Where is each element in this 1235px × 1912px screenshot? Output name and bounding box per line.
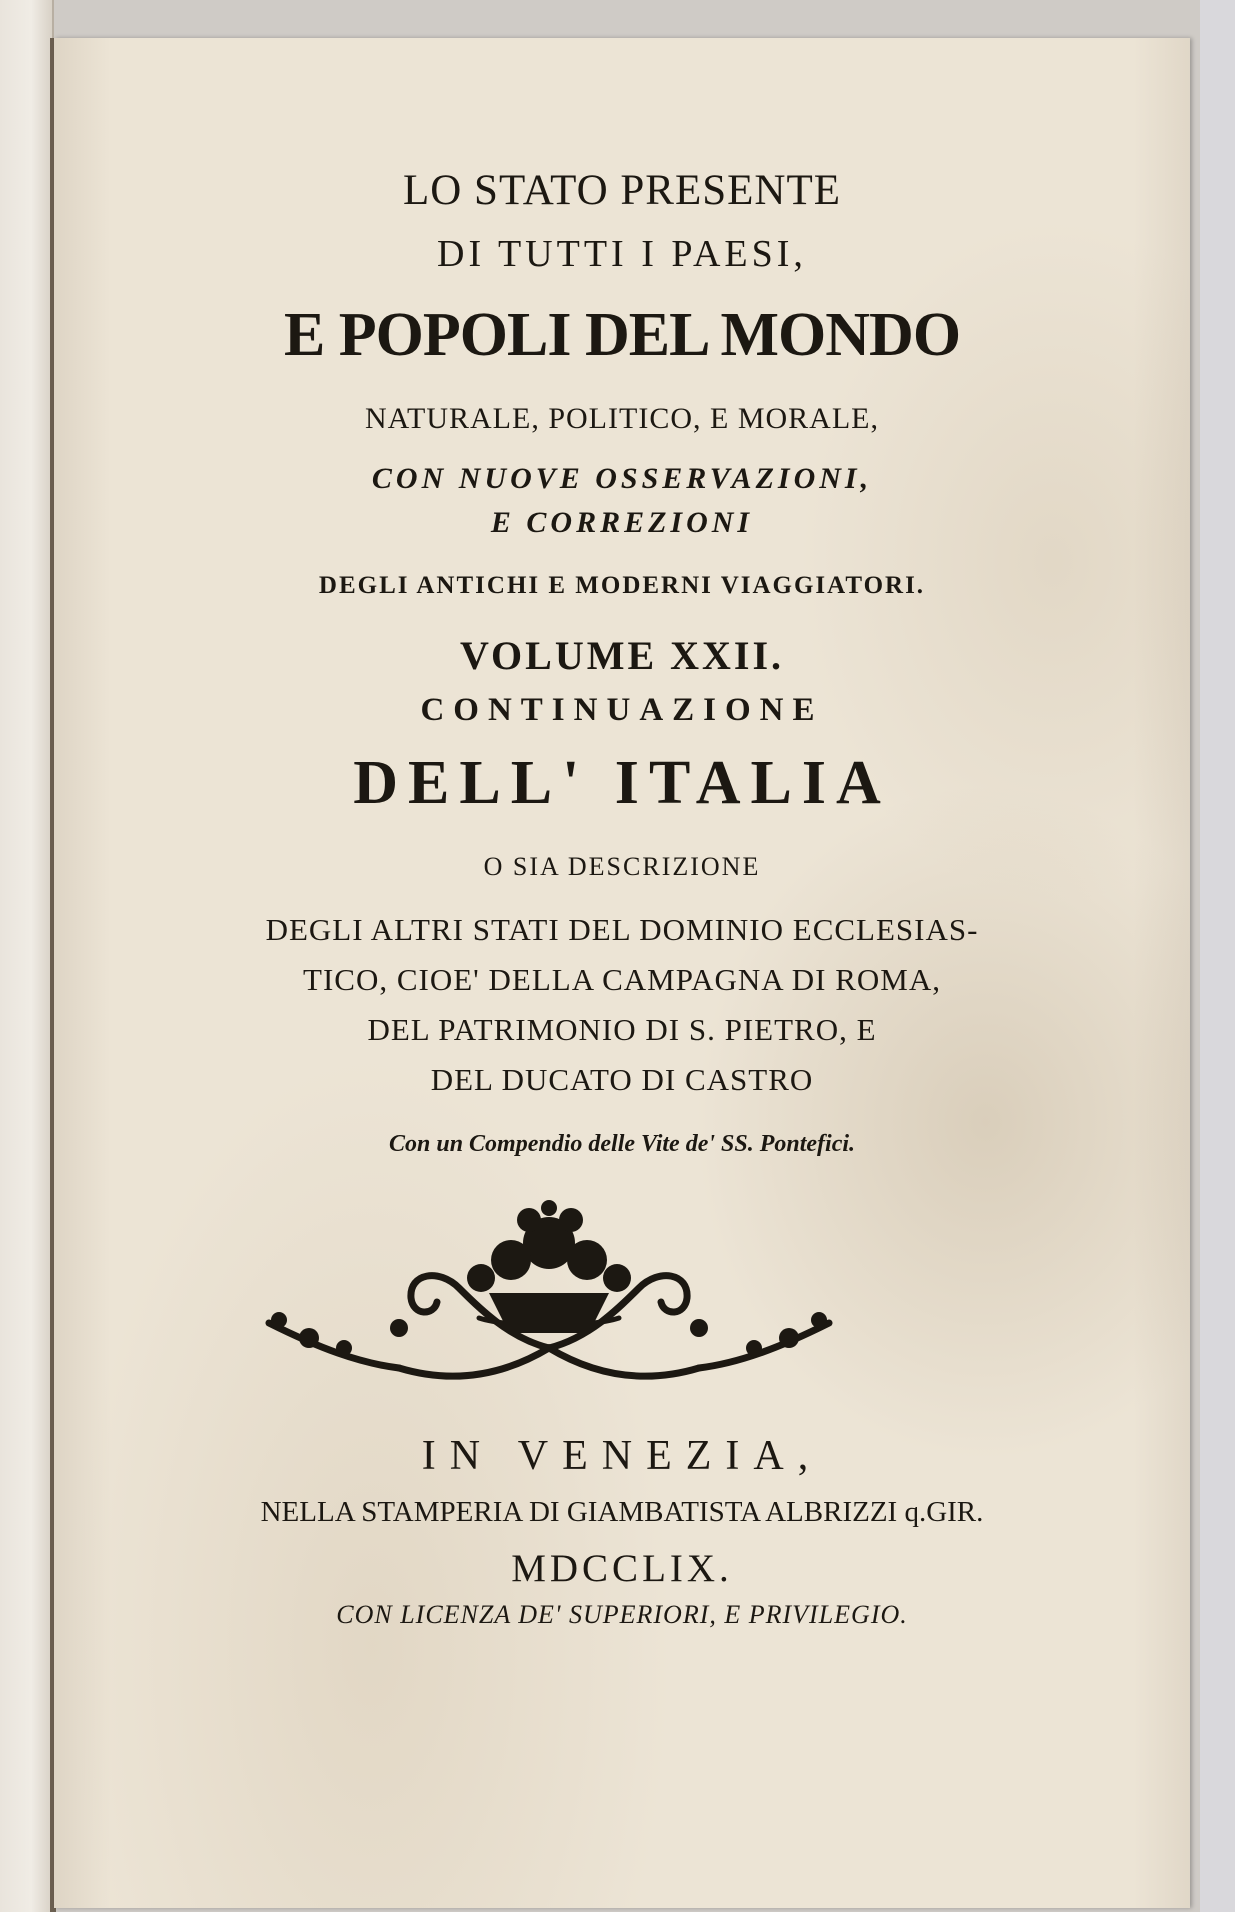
imprint-year: MDCCLIX. xyxy=(511,1547,733,1590)
description-line-3: DEL PATRIMONIO DI S. PIETRO, E xyxy=(367,1012,877,1047)
title-line-2: DI TUTTI I PAESI, xyxy=(437,233,807,275)
imprint-city: IN VENEZIA, xyxy=(421,1433,823,1479)
description-line-4: DEL DUCATO DI CASTRO xyxy=(430,1062,814,1097)
italic-subtitle-2: E CORREZIONI xyxy=(490,506,754,539)
title-line-1: LO STATO PRESENTE xyxy=(402,167,841,214)
volume-number: VOLUME XXII. xyxy=(459,633,785,678)
continuation-label: CONTINUAZIONE xyxy=(420,692,824,728)
description-line-1: DEGLI ALTRI STATI DEL DOMINIO ECCLESIAS- xyxy=(265,912,979,947)
floral-basket-ornament-icon xyxy=(249,1198,849,1408)
imprint-printer: NELLA STAMPERIA DI GIAMBATISTA ALBRIZZI q.GIR. xyxy=(260,1496,984,1528)
section-title: DELL' ITALIA xyxy=(353,749,891,817)
italic-subtitle-1: CON NUOVE OSSERVAZIONI, xyxy=(371,462,873,495)
description-line-2: TICO, CIOE' DELLA CAMPAGNA DI ROMA, xyxy=(303,962,941,997)
background xyxy=(1200,0,1235,1912)
title-page xyxy=(54,38,1190,1908)
subtitle-line: NATURALE, POLITICO, E MORALE, xyxy=(365,402,879,435)
main-title: E POPOLI DEL MONDO xyxy=(283,301,961,369)
subtitle-travellers: DEGLI ANTICHI E MODERNI VIAGGIATORI. xyxy=(318,572,926,599)
facing-page-edge xyxy=(0,0,54,1912)
description-label: O SIA DESCRIZIONE xyxy=(483,852,761,881)
imprint-license: CON LICENZA DE' SUPERIORI, E PRIVILEGIO. xyxy=(336,1600,908,1629)
compendium-note: Con un Compendio delle Vite de' SS. Pontefici. xyxy=(388,1131,856,1157)
